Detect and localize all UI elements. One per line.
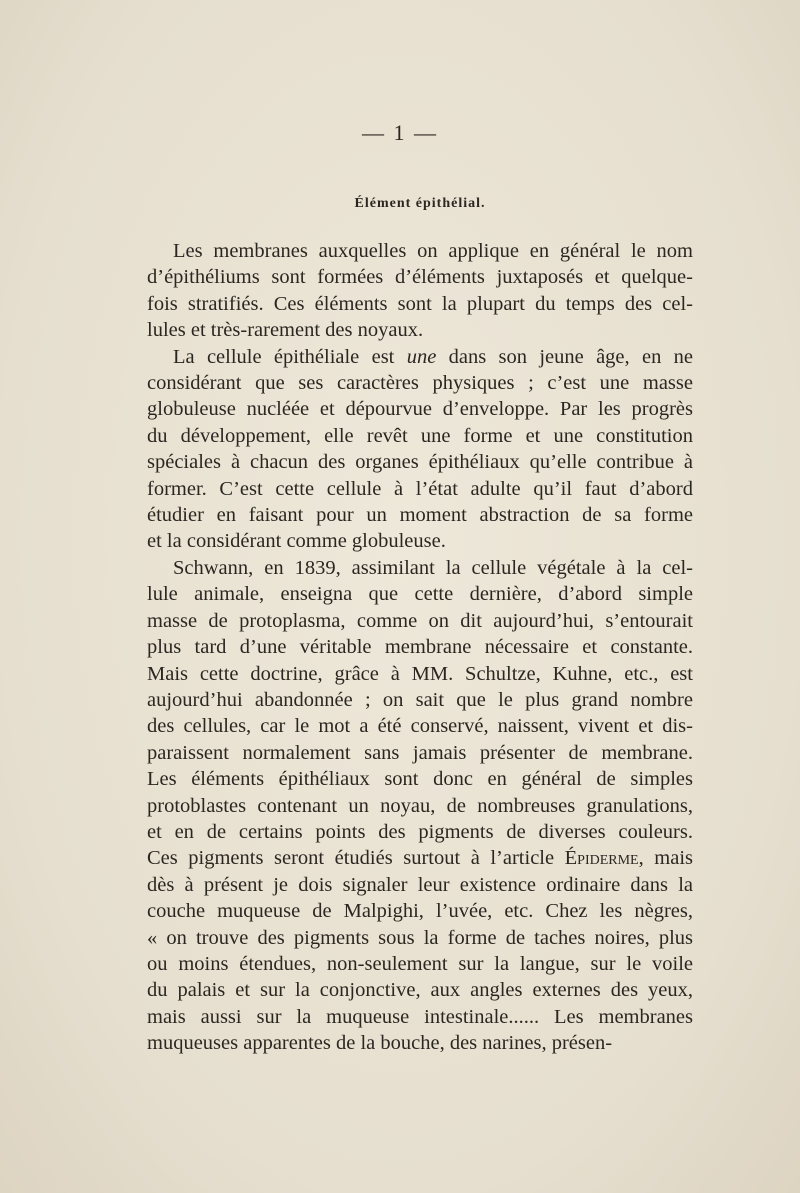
text-line: Ces pigments seront étudiés surtout à l’article Épiderme, mais [147, 847, 694, 870]
text-line: fois stratifiés. Ces éléments sont la plupart du temps des cel- [147, 292, 693, 315]
text-line: couche muqueuse de Malpighi, l’uvée, etc. Chez les nègres, [147, 900, 693, 923]
emphasis: une [406, 345, 437, 368]
text-line: masse de protoplasma, comme on dit aujourd’hui, s’entourait [147, 609, 693, 632]
text-line: muqueuses apparentes de la bouche, des narines, présen- [147, 1032, 613, 1055]
text-line: ou moins étendues, non-seulement sur la langue, sur le voile [147, 952, 693, 975]
text-line: « on trouve des pigments sous la forme de taches noires, plus [147, 926, 693, 949]
page-number: — 1 — [362, 120, 438, 145]
text-line: paraissent normalement sans jamais présenter de membrane. [147, 741, 693, 764]
text-line: des cellules, car le mot a été conservé, naissent, vivent et dis- [147, 715, 693, 738]
text-line: Mais cette doctrine, grâce à MM. Schultze, Kuhne, etc., est [147, 662, 693, 685]
text-line: mais aussi sur la muqueuse intestinale...... Les membranes [147, 1005, 693, 1028]
text-line: lules et très-rarement des noyaux. [147, 319, 424, 342]
text-line: aujourd’hui abandonnée ; on sait que le plus grand nombre [147, 688, 693, 711]
text-line: et la considérant comme globuleuse. [147, 530, 446, 553]
text-line: plus tard d’une véritable membrane nécessaire et constante. [147, 636, 693, 659]
small-caps-term: Épiderme [564, 847, 639, 870]
text-line: Les membranes auxquelles on applique en général le nom [173, 240, 693, 262]
text-line: La cellule épithéliale est une dans son jeune âge, en ne [173, 345, 694, 368]
text-line: former. C’est cette cellule à l’état adulte qu’il faut d’abord [147, 477, 693, 500]
text-line: d’épithéliums sont formées d’éléments juxtaposés et quelque- [147, 266, 693, 289]
text-line: et en de certains points des pigments de diverses couleurs. [147, 820, 693, 843]
text-line: spéciales à chacun des organes épithéliaux qu’elle contribue à [147, 451, 693, 474]
body-text [147, 238, 693, 1057]
text-line: du développement, elle revêt une forme et une constitution [147, 424, 693, 447]
text-line: lule animale, enseigna que cette dernière, d’abord simple [147, 583, 693, 606]
text-line: considérant que ses caractères physiques ; c’est une masse [147, 372, 693, 395]
paragraph [147, 238, 693, 344]
text-line: Schwann, en 1839, assimilant la cellule végétale à la cel- [173, 556, 693, 579]
paragraph [147, 344, 693, 555]
text-line: étudier en faisant pour un moment abstraction de sa forme [147, 504, 693, 527]
text-line: protoblastes contenant un noyau, de nombreuses granulations, [147, 794, 693, 817]
section-title: Élément épithélial. [354, 196, 486, 211]
text-line: globuleuse nucléée et dépourvue d’enveloppe. Par les progrès [147, 398, 693, 421]
text-line: Les éléments épithéliaux sont donc en général de simples [147, 768, 693, 791]
text-line: du palais et sur la conjonctive, aux angles externes des yeux, [147, 979, 693, 1002]
paragraph [147, 555, 693, 1057]
text-line: dès à présent je dois signaler leur existence ordinaire dans la [147, 873, 693, 896]
